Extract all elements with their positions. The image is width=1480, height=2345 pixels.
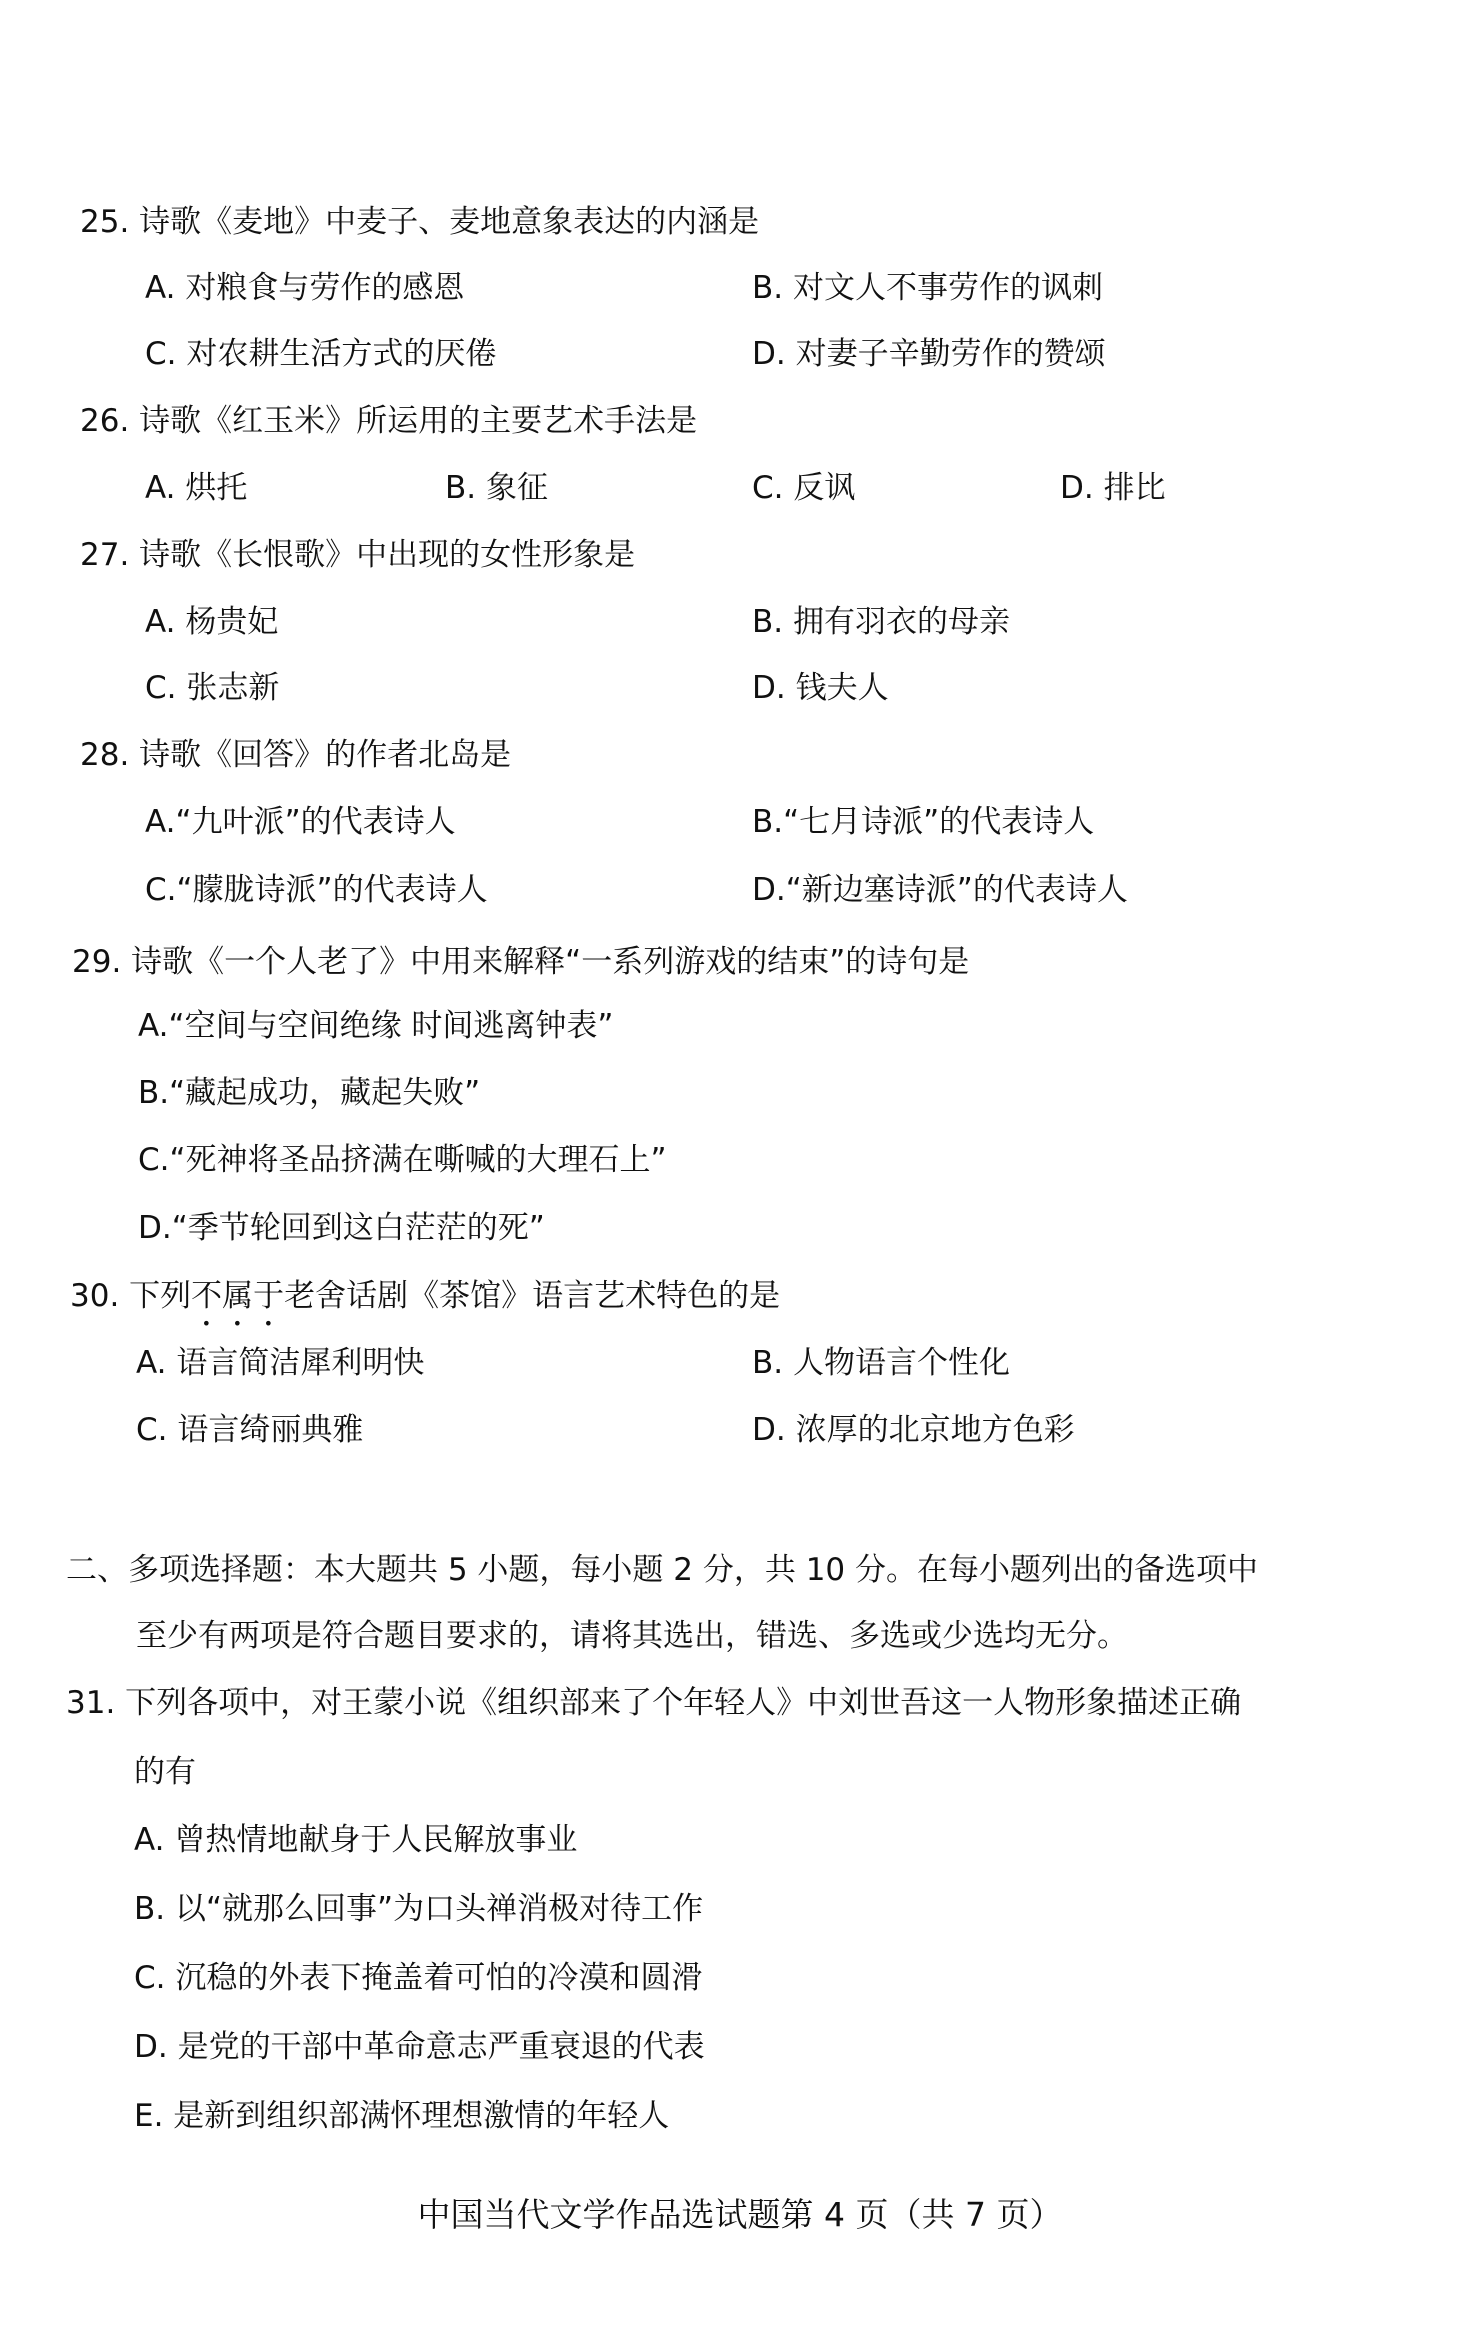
option-26-c: C. 反讽 [752, 470, 856, 506]
question-number: 28. [80, 737, 130, 773]
question-text: 下列各项中，对王蒙小说《组织部来了个年轻人》中刘世吾这一人物形象描述正确 [125, 1685, 1242, 1721]
option-29-b: B.“藏起成功，藏起失败” [138, 1075, 481, 1111]
question-text: 诗歌《长恨歌》中出现的女性形象是 [139, 537, 636, 573]
option-31-a: A. 曾热情地献身于人民解放事业 [134, 1822, 578, 1858]
question-30-stem [70, 1276, 780, 1333]
question-text: 诗歌《红玉米》所运用的主要艺术手法是 [139, 403, 698, 439]
option-27-c: C. 张志新 [145, 670, 280, 706]
option-31-e: E. 是新到组织部满怀理想激情的年轻人 [134, 2098, 670, 2134]
emphasized-text: 不属于 [191, 1278, 285, 1314]
option-29-c: C.“死神将圣品挤满在嘶喊的大理石上” [138, 1142, 667, 1178]
page-footer: 中国当代文学作品选试题第 4 页（共 7 页） [417, 2195, 1063, 2234]
question-text-post: 老舍话剧《茶馆》语言艺术特色的是 [284, 1278, 781, 1314]
question-text-pre: 下列 [129, 1278, 192, 1314]
option-29-a: A.“空间与空间绝缘 时间逃离钟表” [138, 1008, 614, 1044]
section-2-instructions-line2: 至少有两项是符合题目要求的，请将其选出，错选、多选或少选均无分。 [136, 1618, 1128, 1654]
question-text: 诗歌《回答》的作者北岛是 [139, 737, 512, 773]
question-27-stem [80, 535, 635, 575]
question-number: 30. [70, 1278, 120, 1314]
option-30-b: B. 人物语言个性化 [752, 1345, 1010, 1381]
option-29-d: D.“季节轮回到这白茫茫的死” [138, 1210, 545, 1246]
option-30-d: D. 浓厚的北京地方色彩 [752, 1412, 1075, 1448]
question-number: 29. [72, 944, 122, 980]
option-25-b: B. 对文人不事劳作的讽刺 [752, 270, 1103, 306]
option-26-a: A. 烘托 [145, 470, 248, 506]
option-31-b: B. 以“就那么回事”为口头禅消极对待工作 [134, 1891, 704, 1927]
option-31-d: D. 是党的干部中革命意志严重衰退的代表 [134, 2029, 705, 2065]
question-number: 27. [80, 537, 130, 573]
question-29-stem [72, 942, 969, 982]
question-25-stem [80, 202, 759, 242]
option-28-c: C.“朦胧诗派”的代表诗人 [145, 872, 488, 908]
question-number: 31. [66, 1685, 116, 1721]
option-27-a: A. 杨贵妃 [145, 604, 279, 640]
question-text: 诗歌《麦地》中麦子、麦地意象表达的内涵是 [139, 204, 760, 240]
option-25-d: D. 对妻子辛勤劳作的赞颂 [752, 336, 1106, 372]
option-30-a: A. 语言简洁犀利明快 [136, 1345, 425, 1381]
option-28-a: A.“九叶派”的代表诗人 [145, 804, 456, 840]
option-25-c: C. 对农耕生活方式的厌倦 [145, 336, 497, 372]
option-27-b: B. 拥有羽衣的母亲 [752, 604, 1010, 640]
question-31-stem-cont: 的有 [134, 1754, 196, 1790]
option-30-c: C. 语言绮丽典雅 [136, 1412, 364, 1448]
option-25-a: A. 对粮食与劳作的感恩 [145, 270, 465, 306]
question-31-stem [66, 1683, 1241, 1723]
question-number: 26. [80, 403, 130, 439]
question-26-stem [80, 401, 697, 441]
section-2-instructions-line1: 二、多项选择题：本大题共 5 小题，每小题 2 分，共 10 分。在每小题列出的备选项中 [66, 1552, 1259, 1588]
question-28-stem [80, 735, 511, 775]
option-28-d: D.“新边塞诗派”的代表诗人 [752, 872, 1128, 908]
option-28-b: B.“七月诗派”的代表诗人 [752, 804, 1095, 840]
question-number: 25. [80, 204, 130, 240]
option-26-d: D. 排比 [1060, 470, 1166, 506]
option-31-c: C. 沉稳的外表下掩盖着可怕的冷漠和圆滑 [134, 1960, 703, 1996]
option-26-b: B. 象征 [445, 470, 548, 506]
question-text: 诗歌《一个人老了》中用来解释“一系列游戏的结束”的诗句是 [131, 944, 970, 980]
option-27-d: D. 钱夫人 [752, 670, 889, 706]
